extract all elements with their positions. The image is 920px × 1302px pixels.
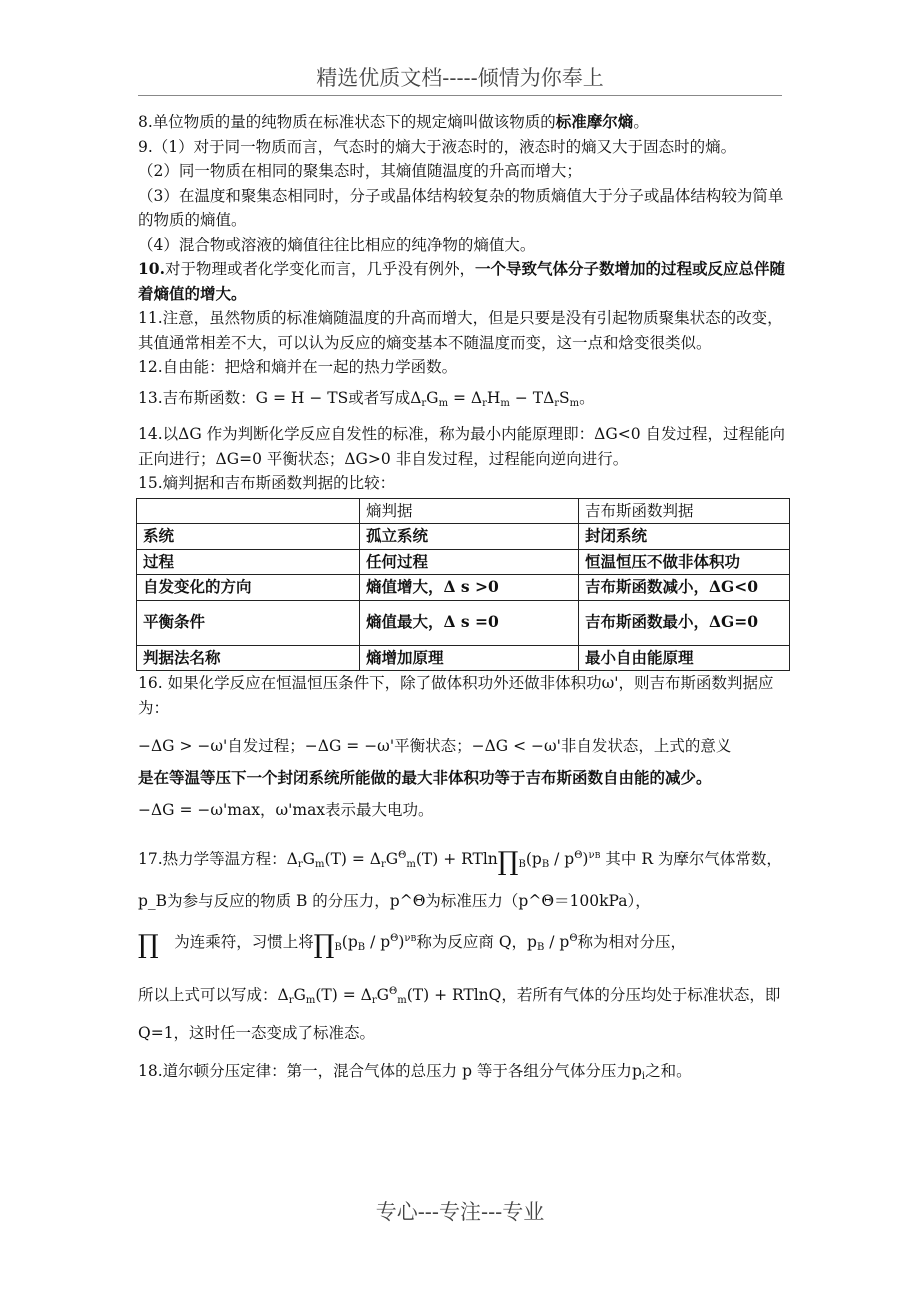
gibbs-criteria-equation: −ΔG > −ω'自发过程；−ΔG = −ω'平衡状态；−ΔG < −ω'非自发状态 [138, 737, 639, 755]
item-10 [138, 257, 788, 306]
item-13-label: 13.吉布斯函数： [138, 388, 256, 407]
table-cell: 判据法名称 [137, 645, 360, 671]
item-11: 11.注意，虽然物质的标准熵随温度的升高而增大，但是只要是没有引起物质聚集状态的改变，其值通常相差不大，可以认为反应的熵变基本不随温度而变，这一点和焓变很类似。 [138, 309, 783, 352]
header-rule [138, 95, 782, 96]
table-cell: 吉布斯函数最小，ΔG=0 [579, 600, 790, 645]
item-9-4: （4）混合物或溶液的熵值往往比相应的纯净物的熵值大。 [138, 235, 536, 254]
item-18-end: 之和。 [645, 1062, 692, 1080]
table-cell: 恒温恒压不做非体积功 [579, 549, 790, 575]
item-15: 15.熵判据和吉布斯函数判据的比较： [138, 474, 396, 492]
criteria-comparison-table [136, 498, 790, 672]
table-cell: 吉布斯函数判据 [579, 498, 790, 524]
item-8 [138, 110, 788, 135]
table-cell [137, 498, 360, 524]
isotherm-equation: $\Delta_rG_m(T) = \Delta_rG^\Theta_m(T)$ + $RTln\prod_B(p_B / p^\Theta)^{\nu B}$ [286, 847, 601, 877]
gibbs-formula-head: G = H − TS或者写成Δ [255, 388, 422, 407]
table-cell: 熵值增大，Δ s >0 [360, 575, 579, 601]
page-header: 精选优质文档-----倾情为你奉上 [316, 66, 604, 90]
item-16-equation [138, 730, 788, 762]
item-17-prod-desc: 为连乘符，习惯上将 [174, 933, 314, 951]
table-cell: 孤立系统 [360, 524, 579, 550]
table-cell: 过程 [137, 549, 360, 575]
item-13-end: 。 [579, 388, 595, 407]
table-row [137, 524, 790, 550]
table-cell: 平衡条件 [137, 600, 360, 645]
reaction-quotient-expr: $\prod_B(p_B / p^\Theta)^{\nu B}$ [313, 930, 417, 960]
product-symbol: ∏ [138, 930, 159, 960]
item-16-tail: ，上式的意义 [638, 737, 732, 755]
table-row [137, 575, 790, 601]
item-9-1: 9.（1）对于同一物质而言，气态时的熵大于液态时的，液态时的熵又大于固态时的熵。 [138, 137, 737, 156]
page-footer: 专心---专注---专业 [375, 1200, 545, 1224]
item-16-meaning: 是在等温等压下一个封闭系统所能做的最大非体积功等于吉布斯函数自由能的减少。 [138, 768, 712, 787]
item-16-max-work: −ΔG = −ω'max，ω'max表示最大电功。 [138, 801, 434, 819]
gibbs-formula: G = H − TS或者写成$\Delta_rG_m = \Delta_rH_m - T\Delta_rS_m$ [255, 388, 580, 409]
isotherm-short-equation: $\Delta_rG_m(T) = \Delta_rG^\Theta_m(T) + RTlnQ$ [277, 986, 502, 1006]
table-cell: 封闭系统 [579, 524, 790, 550]
item-17-q-desc: 称为反应商 Q， [416, 933, 528, 951]
item-16: 16. 如果化学反应在恒温恒压条件下，除了做体积功外还做非体积功ω'，则吉布斯函数判据应为： [138, 674, 774, 717]
item-10-bold: 一个导致气体分子数增加的过程或反应总伴随着熵值的增大。 [138, 259, 785, 303]
item-17-prod [138, 917, 788, 970]
table-cell: 系统 [137, 524, 360, 550]
table-row [137, 645, 790, 671]
table-cell: 任何过程 [360, 549, 579, 575]
item-17 [138, 836, 788, 885]
item-8-term: 标准摩尔熵 [555, 112, 634, 131]
item-8-text: 8.单位物质的量的纯物质在标准状态下的规定熵叫做该物质的 [138, 113, 556, 131]
item-13 [138, 386, 788, 417]
item-17-r-desc: 其中 R 为摩尔气体常数， [605, 850, 782, 868]
document-body [138, 110, 788, 1093]
table-row [137, 600, 790, 645]
item-8-end: 。 [633, 113, 649, 131]
item-17-label: 17.热力学等温方程： [138, 850, 287, 868]
table-cell: 熵值最大，Δ s =0 [360, 600, 579, 645]
table-cell: 最小自由能原理 [579, 645, 790, 671]
item-18: 18.道尔顿分压定律：第一，混合气体的总压力 p 等于各组分气体分压力$p_i$之和。 [138, 1062, 692, 1082]
table-cell: 吉布斯函数减小，ΔG<0 [579, 575, 790, 601]
item-17-short [138, 976, 788, 1049]
item-9-2: （2）同一物质在相同的聚集态时，其熵值随温度的升高而增大； [138, 162, 582, 180]
item-17-pb: p_B为参与反应的物质 B 的分压力，p^Θ为标准压力（p^Θ＝100kPa）， [138, 892, 651, 910]
table-header-row [137, 498, 790, 524]
table-row [137, 549, 790, 575]
item-9-3: （3）在温度和聚集态相同时，分子或晶体结构较复杂的物质熵值大于分子或晶体结构较为简单的物质的熵值。 [138, 186, 784, 229]
relative-pressure-expr: $p_B / p^\Theta$ [527, 933, 578, 953]
item-12: 12.自由能：把焓和熵并在一起的热力学函数。 [138, 358, 458, 376]
item-10-num: 10. [138, 259, 165, 278]
table-cell: 熵增加原理 [360, 645, 579, 671]
item-14: 14.以ΔG 作为判断化学反应自发性的标准，称为最小内能原理即：ΔG<0 自发过程，过程能向正向进行；ΔG=0 平衡状态；ΔG>0 非自发过程，过程能向逆向进行。 [138, 425, 786, 468]
item-17-rel-desc: 称为相对分压， [577, 933, 687, 951]
item-10-text: 对于物理或者化学变化而言，几乎没有例外， [164, 260, 475, 278]
table-cell: 熵判据 [360, 498, 579, 524]
item-17-short-tail: ，若所有气体的分压均处于标准状态，即 Q=1，这时任一态变成了标准态。 [138, 986, 781, 1042]
item-17-short-label: 所以上式可以写成： [138, 986, 278, 1004]
item-18-text: 18.道尔顿分压定律：第一，混合气体的总压力 p 等于各组分气体分压力 [138, 1062, 632, 1080]
table-cell: 自发变化的方向 [137, 575, 360, 601]
